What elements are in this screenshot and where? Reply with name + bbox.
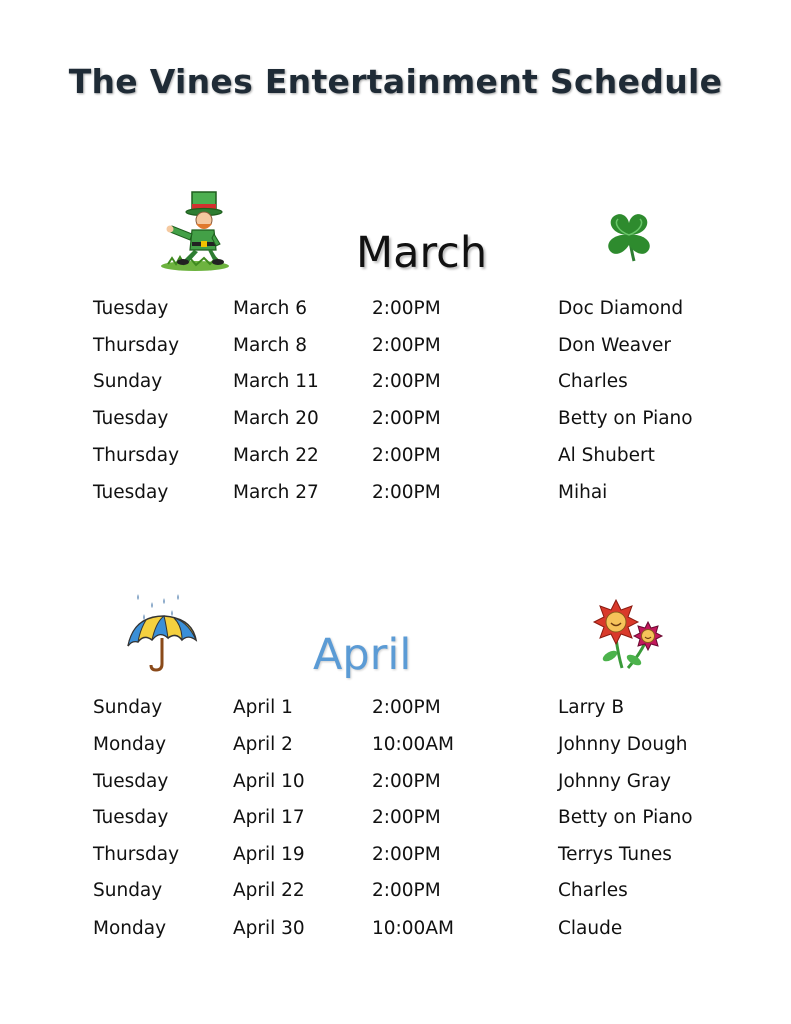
shamrock-icon [600, 205, 658, 265]
date-cell: March 22 [233, 445, 319, 466]
performer-cell: Johnny Dough [558, 734, 688, 755]
time-cell: 2:00PM [372, 408, 441, 429]
table-row [0, 445, 791, 471]
time-cell: 2:00PM [372, 371, 441, 392]
table-row [0, 408, 791, 434]
performer-cell: Charles [558, 371, 628, 392]
march-heading: March [356, 228, 488, 278]
time-cell: 10:00AM [372, 734, 454, 755]
time-cell: 2:00PM [372, 697, 441, 718]
day-cell: Monday [93, 734, 167, 755]
table-row [0, 918, 791, 944]
table-row [0, 298, 791, 324]
leprechaun-icon [158, 190, 232, 274]
table-row [0, 807, 791, 833]
day-cell: Sunday [93, 697, 163, 718]
day-cell: Sunday [93, 371, 163, 392]
table-row [0, 844, 791, 870]
performer-cell: Johnny Gray [558, 771, 672, 792]
table-row [0, 771, 791, 797]
time-cell: 2:00PM [372, 844, 441, 865]
page-title: The Vines Entertainment Schedule [68, 62, 723, 101]
time-cell: 2:00PM [372, 298, 441, 319]
day-cell: Thursday [93, 844, 180, 865]
date-cell: April 17 [233, 807, 305, 828]
date-cell: April 1 [233, 697, 293, 718]
performer-cell: Claude [558, 918, 623, 939]
time-cell: 10:00AM [372, 918, 454, 939]
table-row [0, 880, 791, 906]
date-cell: March 8 [233, 335, 308, 356]
time-cell: 2:00PM [372, 445, 441, 466]
flowers-icon [588, 598, 668, 672]
performer-cell: Terrys Tunes [558, 844, 672, 865]
performer-cell: Betty on Piano [558, 408, 693, 429]
performer-cell: Betty on Piano [558, 807, 693, 828]
performer-cell: Mihai [558, 482, 608, 503]
date-cell: April 2 [233, 734, 293, 755]
april-heading: April [313, 630, 412, 680]
time-cell: 2:00PM [372, 880, 441, 901]
date-cell: March 6 [233, 298, 308, 319]
day-cell: Tuesday [93, 298, 169, 319]
performer-cell: Doc Diamond [558, 298, 684, 319]
time-cell: 2:00PM [372, 335, 441, 356]
day-cell: Tuesday [93, 807, 169, 828]
day-cell: Thursday [93, 335, 180, 356]
date-cell: March 27 [233, 482, 319, 503]
day-cell: Tuesday [93, 771, 169, 792]
day-cell: Sunday [93, 880, 163, 901]
day-cell: Thursday [93, 445, 180, 466]
table-row [0, 371, 791, 397]
date-cell: April 10 [233, 771, 305, 792]
time-cell: 2:00PM [372, 482, 441, 503]
table-row [0, 335, 791, 361]
time-cell: 2:00PM [372, 771, 441, 792]
day-cell: Tuesday [93, 408, 169, 429]
date-cell: April 22 [233, 880, 305, 901]
table-row [0, 734, 791, 760]
performer-cell: Don Weaver [558, 335, 672, 356]
day-cell: Monday [93, 918, 167, 939]
date-cell: March 20 [233, 408, 319, 429]
umbrella-rain-icon [124, 590, 198, 674]
date-cell: April 19 [233, 844, 305, 865]
date-cell: April 30 [233, 918, 305, 939]
performer-cell: Larry B [558, 697, 625, 718]
day-cell: Tuesday [93, 482, 169, 503]
performer-cell: Al Shubert [558, 445, 655, 466]
table-row [0, 482, 791, 508]
time-cell: 2:00PM [372, 807, 441, 828]
table-row [0, 697, 791, 723]
date-cell: March 11 [233, 371, 319, 392]
performer-cell: Charles [558, 880, 628, 901]
